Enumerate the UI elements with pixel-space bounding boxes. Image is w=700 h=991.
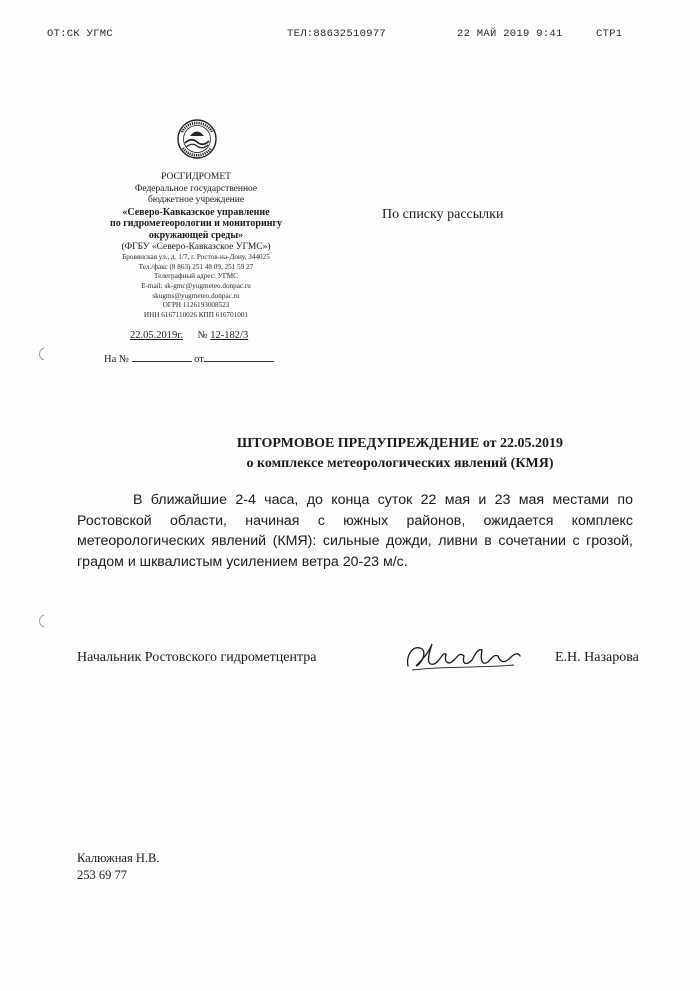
- org-type-line2: бюджетное учреждение: [147, 195, 245, 206]
- org-email: E-mail: sk-gmc@yugmeteo.donpac.ru: [141, 281, 251, 290]
- org-phone-fax: Тел./факс (8 863) 251 48 09, 251 59 27: [138, 262, 254, 271]
- punch-hole-mark: [36, 614, 46, 628]
- punch-hole-mark: [36, 347, 46, 361]
- org-email-2: skugms@yugmeteo.donpac.ru: [152, 291, 240, 300]
- title-line1: ШТОРМОВОЕ ПРЕДУПРЕЖДЕНИЕ от 22.05.2019: [236, 436, 564, 451]
- fax-date-time: 22 МАЙ 2019 9:41: [457, 28, 563, 40]
- organization-block: [92, 172, 300, 320]
- org-short-name: (ФГБУ «Северо-Кавказское УГМС»): [121, 241, 271, 252]
- warning-body: В ближайшие 2-4 часа, до конца суток 22 мая и 23 мая местами по Ростовской области, начиная с южных районов, ожидается комплекс метеорологических явлений (КМЯ): сильные дожди, ливни в сочетании с грозой, градом и шквалистым усилением ветра 20-23 м/с.: [77, 492, 633, 570]
- handwritten-signature: [402, 636, 524, 676]
- org-address: Бровянская ул., д. 1/7, г. Ростов-на-Дону, 344025: [122, 253, 270, 262]
- org-name-line3: окружающей среды»: [148, 229, 244, 241]
- reply-reference: [104, 351, 274, 365]
- org-name-line1: «Северо-Кавказское управление: [122, 206, 270, 218]
- org-name-line2: по гидрометеорологии и мониторингу: [109, 218, 283, 230]
- document-number: 12-182/3: [210, 330, 249, 341]
- rosgidromet-emblem-icon: [176, 118, 218, 160]
- executor-block: [77, 850, 159, 884]
- org-ogrn: ОГРН 1126193008523: [162, 301, 230, 310]
- fax-header: [0, 28, 700, 44]
- executor-name: Калюжная Н.В.: [77, 851, 160, 865]
- reply-number-label: На №: [104, 354, 129, 365]
- org-inn-kpp: ИНН 6167110026 КПП 616701001: [143, 310, 249, 319]
- document-title: [100, 434, 700, 474]
- agency-name: РОСГИДРОМЕТ: [161, 172, 231, 182]
- fax-page-number: СТР1: [596, 28, 623, 40]
- fax-sender: ОТ:СК УГМС: [47, 28, 114, 40]
- document-date: 22.05.2019г.: [130, 330, 183, 341]
- reply-date-blank: [204, 351, 274, 362]
- reply-from-label: от: [194, 354, 204, 365]
- addressee: По списку рассылки: [382, 207, 504, 222]
- outgoing-reference: [130, 330, 248, 341]
- org-telegraph: Телеграфный адрес: УГМС: [154, 272, 238, 281]
- org-type-line1: Федеральное государственное: [134, 183, 258, 194]
- signer-name: Е.Н. Назарова: [555, 650, 639, 665]
- title-line2: о комплексе метеорологических явлений (КМЯ): [246, 456, 554, 471]
- signer-position: Начальник Ростовского гидрометцентра: [77, 650, 317, 665]
- number-label: №: [197, 330, 208, 341]
- reply-number-blank: [132, 351, 192, 362]
- executor-phone: 253 69 77: [77, 868, 127, 882]
- fax-phone: ТЕЛ:88632510977: [287, 28, 387, 40]
